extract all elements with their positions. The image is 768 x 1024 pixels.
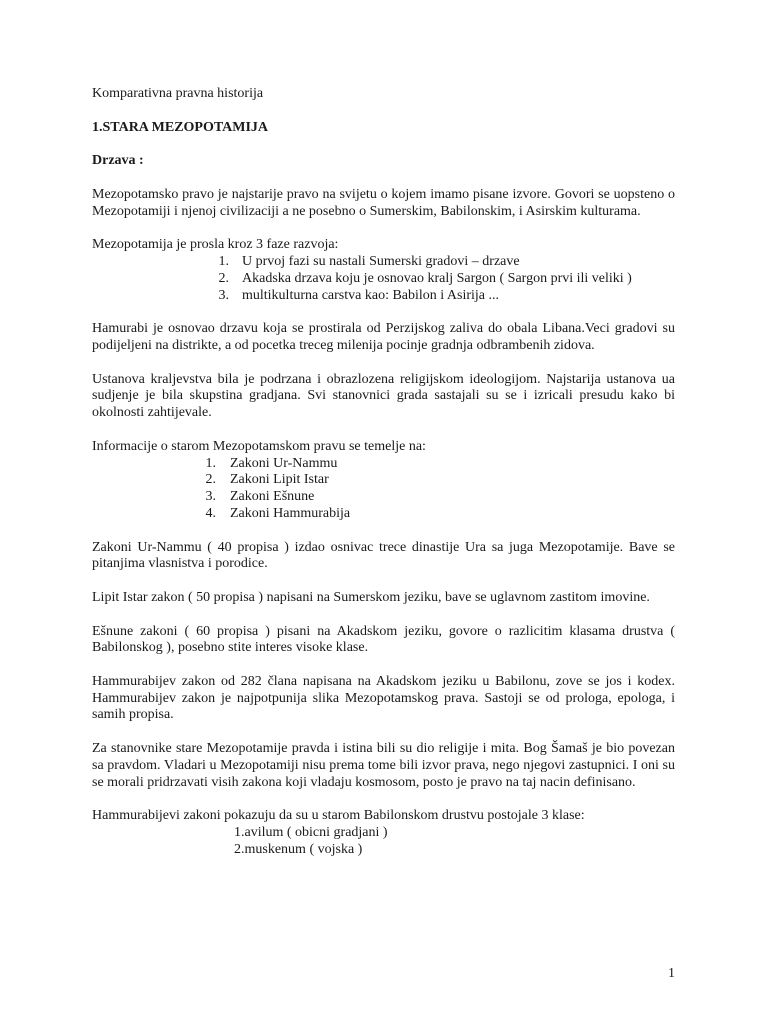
list-item xyxy=(92,489,675,506)
list-item xyxy=(92,271,675,288)
paragraph: Zakoni Ur-Nammu ( 40 propisa ) izdao osnivac trece dinastije Ura sa juga Mezopotamije. Bave se pitanjima vlasnistva i porodice. xyxy=(92,539,675,572)
list-item-text: multikulturna carstva kao: Babilon i Asirija ... xyxy=(242,287,500,303)
document-header-title: Komparativna pravna historija xyxy=(92,86,264,101)
list-item-text: Akadska drzava koju je osnovao kralj Sargon ( Sargon prvi ili veliki ) xyxy=(242,270,632,286)
paragraph: Za stanovnike stare Mezopotamije pravda i istina bili su dio religije i mita. Bog Šamaš je bio povezan sa pravdom. Vladari u Mezopotamiji nisu prema tome bili izvor prava, nego njegovi zastupnici. I oni su se morali pridrzavati visih zakona koji vladaju kosmosom, posto je pravo na taj nacin definisano. xyxy=(92,741,675,790)
phases-list xyxy=(92,254,675,304)
list-item-text: Zakoni Lipit Istar xyxy=(230,472,329,488)
list-number: 2. xyxy=(205,472,216,488)
paragraph-intro: Mezopotamija je prosla kroz 3 faze razvoja: xyxy=(92,237,339,253)
list-number: 4. xyxy=(205,505,216,521)
list-number: 2. xyxy=(218,270,229,286)
list-item-text: U prvoj fazi su nastali Sumerski gradovi – drzave xyxy=(242,253,520,269)
list-item xyxy=(92,254,675,271)
list-number: 1. xyxy=(218,253,229,269)
list-item xyxy=(92,456,675,473)
page-number: 1 xyxy=(668,966,675,981)
laws-list xyxy=(92,456,675,523)
list-number: 3. xyxy=(218,287,229,303)
list-item-text: Zakoni Ešnune xyxy=(230,489,315,505)
paragraph-intro: Hammurabijevi zakoni pokazuju da su u starom Babilonskom drustvu postojale 3 klase: xyxy=(92,808,585,824)
list-item xyxy=(92,472,675,489)
paragraph: Hamurabi je osnovao drzavu koja se prostirala od Perzijskog zaliva do obala Libana.Veci gradovi su podijeljeni na distrikte, a od pocetka treceg milenija pocinje gradnja odbrambenih zidova. xyxy=(92,321,675,353)
paragraph: Lipit Istar zakon ( 50 propisa ) napisani na Sumerskom jeziku, bave se uglavnom zastitom imovine. xyxy=(92,589,650,605)
list-item: 2.muskenum ( vojska ) xyxy=(234,841,363,857)
list-item: 1.avilum ( obicni gradjani ) xyxy=(234,825,388,841)
list-item xyxy=(92,288,675,305)
list-item-text: Zakoni Hammurabija xyxy=(230,505,351,521)
paragraph: Mezopotamsko pravo je najstarije pravo na svijetu o kojem imamo pisane izvore. Govori se uopsteno o Mezopotamiji i njenoj civilizaciji a ne posebno o Sumerskim, Babilonskim, i Asirskim kulturama. xyxy=(92,186,675,219)
paragraph: Ešnune zakoni ( 60 propisa ) pisani na Akadskom jeziku, govore o razlicitim klasama drustva ( Babilonskog ), posebno stite interes visoke klase. xyxy=(92,623,675,656)
paragraph-intro: Informacije o starom Mezopotamskom pravu se temelje na: xyxy=(92,438,426,454)
classes-list xyxy=(92,825,675,859)
document-page xyxy=(92,86,675,859)
subheading: Drzava : xyxy=(92,153,144,169)
list-number: 1. xyxy=(205,455,216,471)
section-title: 1.STARA MEZOPOTAMIJA xyxy=(92,119,269,135)
list-item xyxy=(92,506,675,523)
list-number: 3. xyxy=(205,489,216,505)
paragraph: Hammurabijev zakon od 282 člana napisana na Akadskom jeziku u Babilonu, zove se jos i kodex. Hammurabijev zakon je najpotpunija slika Mezopotamskog prava. Sastoji se od prologa, epologa, i samih propisa. xyxy=(92,673,675,723)
paragraph: Ustanova kraljevstva bila je podrzana i obrazlozena religijskom ideologijom. Najstarija ustanova ua sudjenje je bila skupstina gradjana. Svi stanovnici grada sastajali su se i izricali presudu kako bi okolnosti zahtijevale. xyxy=(92,371,675,421)
list-item-text: Zakoni Ur-Nammu xyxy=(230,455,338,471)
